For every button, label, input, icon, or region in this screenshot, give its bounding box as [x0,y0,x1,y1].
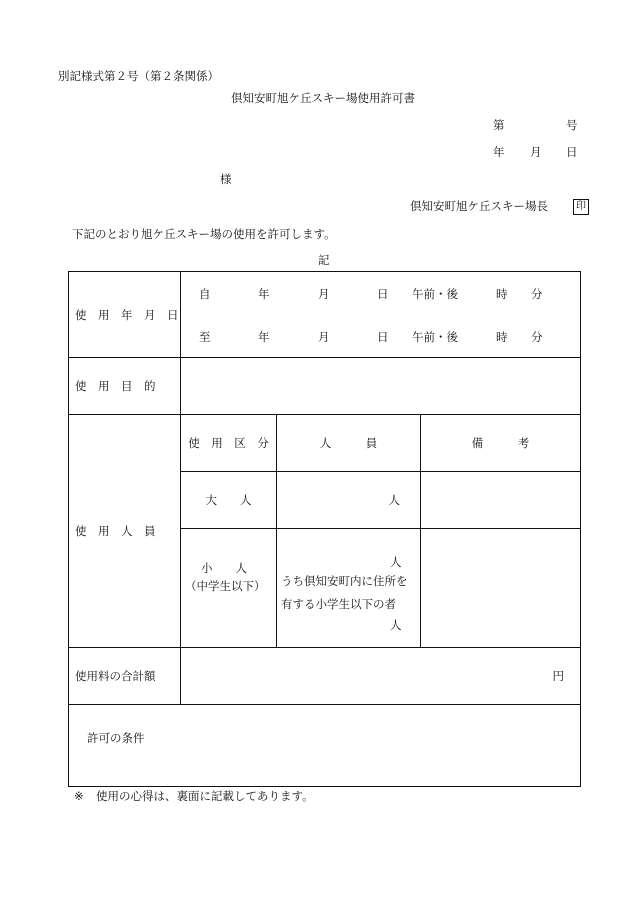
date-value-cell[interactable] [181,272,581,358]
footer-note: 使用の心得は、裏面に記載してあります。 [96,789,314,803]
child-sublabel: （中学生以下） [185,579,266,593]
conditions-label: 許可の条件 [87,731,145,745]
to-mark: 至 [199,330,211,344]
people-header-row [69,415,581,472]
child-count-cell[interactable] [277,529,421,648]
child-note-line2: 有する小学生以下の者 [281,597,396,611]
category-header [181,415,277,472]
adult-count-cell[interactable] [277,472,421,529]
child-note-unit: 人 [390,618,402,632]
date-month-label: 月 [530,145,542,159]
to-month: 月 [318,330,330,344]
fee-unit: 円 [552,669,565,683]
date-year-label: 年 [493,145,505,159]
remarks-header-text: 備 考 [471,436,530,450]
child-label-cell [181,529,277,648]
category-header-text: 使 用 区 分 [188,436,269,450]
from-minute: 分 [531,287,543,301]
fee-row [69,648,581,705]
date-label-cell [69,272,181,358]
purpose-label: 使 用 目 的 [75,379,156,393]
conditions-cell[interactable] [69,705,581,787]
seal-mark: 印 [573,199,589,215]
issuer-name: 倶知安町旭ケ丘スキー場長 [410,199,548,213]
addressee-suffix: 様 [220,172,232,186]
purpose-value-cell[interactable] [181,358,581,415]
from-ampm: 午前・後 [412,287,458,301]
fee-label: 使用料の合計額 [75,669,156,683]
adult-label-cell [181,472,277,529]
from-month: 月 [318,287,330,301]
child-remarks-cell[interactable] [421,529,581,648]
to-day: 日 [377,330,389,344]
purpose-row [69,358,581,415]
date-row [69,272,581,358]
remarks-header [421,415,581,472]
permit-form-table [68,271,581,787]
conditions-row [69,705,581,787]
purpose-label-cell [69,358,181,415]
adult-unit: 人 [388,493,400,507]
to-year: 年 [258,330,270,344]
adult-label: 大 人 [205,493,252,507]
people-label-cell [69,415,181,648]
child-unit: 人 [390,555,402,569]
child-note-line1: うち倶知安町内に住所を [281,574,408,588]
document-title: 倶知安町旭ケ丘スキー場使用許可書 [231,91,415,105]
adult-remarks-cell[interactable] [421,472,581,529]
to-hour: 時 [496,330,508,344]
footer-mark: ※ [74,789,84,803]
fee-value-cell[interactable] [181,648,581,705]
number-suffix: 号 [566,118,578,132]
from-year: 年 [258,287,270,301]
child-label: 小 人 [201,561,247,575]
from-hour: 時 [496,287,508,301]
date-label: 使 用 年 月 日 [75,307,179,322]
form-number: 別記様式第２号（第２条関係） [58,69,219,83]
to-ampm: 午前・後 [412,330,458,344]
fee-label-cell [69,648,181,705]
ki-heading: 記 [318,253,330,267]
date-day-label: 日 [566,145,578,159]
number-prefix: 第 [493,118,505,132]
people-label: 使 用 人 員 [75,524,156,538]
to-minute: 分 [531,330,543,344]
people-count-header [277,415,421,472]
intro-text: 下記のとおり旭ケ丘スキー場の使用を許可します。 [72,227,336,241]
from-day: 日 [377,287,389,301]
people-count-header-text: 人 員 [319,436,378,450]
from-mark: 自 [199,287,211,301]
